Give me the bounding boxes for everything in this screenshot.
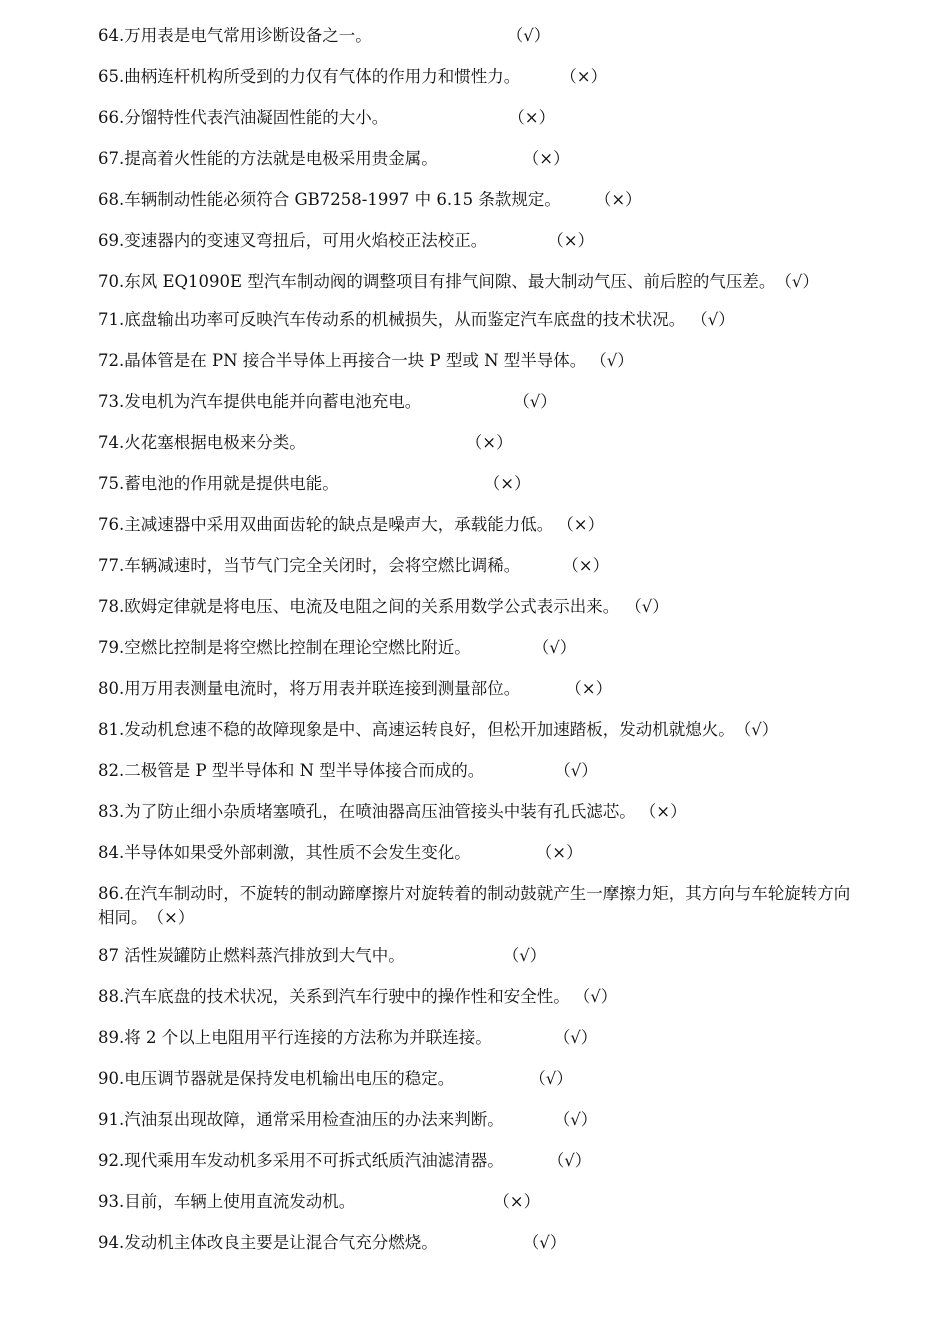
answer-mark: （×） bbox=[522, 149, 570, 168]
question-item bbox=[98, 1108, 858, 1132]
question-text: 92.现代乘用车发动机多采用不可拆式纸质汽油滤清器。 bbox=[98, 1151, 504, 1170]
question-text: 86.在汽车制动时，不旋转的制动蹄摩擦片对旋转着的制动鼓就产生一摩擦力矩，其方向与车轮旋转方向相同。 bbox=[98, 884, 851, 927]
question-text: 89.将 2 个以上电阻用平行连接的方法称为并联连接。 bbox=[98, 1028, 492, 1047]
question-item bbox=[98, 636, 858, 660]
answer-mark: （√） bbox=[502, 946, 547, 965]
answer-mark: （×） bbox=[560, 67, 608, 86]
question-item bbox=[98, 841, 858, 865]
question-text: 91.汽油泵出现故障，通常采用检查油压的办法来判断。 bbox=[98, 1110, 504, 1129]
question-text: 68.车辆制动性能必须符合 GB7258-1997 中 6.15 条款规定。 bbox=[98, 190, 561, 209]
question-item bbox=[98, 944, 858, 968]
question-item bbox=[98, 24, 858, 48]
question-text: 64.万用表是电气常用诊断设备之一。 bbox=[98, 26, 372, 45]
question-item bbox=[98, 106, 858, 130]
question-item bbox=[98, 308, 858, 332]
question-item bbox=[98, 513, 858, 537]
question-item bbox=[98, 1149, 858, 1173]
question-item bbox=[98, 718, 858, 742]
answer-mark: （×） bbox=[508, 108, 556, 127]
question-item bbox=[98, 349, 858, 373]
question-text: 69.变速器内的变速叉弯扭后，可用火焰校正法校正。 bbox=[98, 231, 488, 250]
answer-mark: （√） bbox=[590, 351, 634, 370]
question-item bbox=[98, 554, 858, 578]
answer-mark: （×） bbox=[557, 515, 605, 534]
answer-mark: （×） bbox=[147, 908, 195, 927]
question-text: 76.主减速器中采用双曲面齿轮的缺点是噪声大，承载能力低。 bbox=[98, 515, 554, 534]
answer-mark: （√） bbox=[691, 310, 735, 329]
answer-mark: （√） bbox=[554, 761, 598, 780]
question-item bbox=[98, 985, 858, 1009]
answer-mark: （×） bbox=[465, 433, 513, 452]
answer-mark: （×） bbox=[639, 802, 687, 821]
question-text: 84.半导体如果受外部刺激，其性质不会发生变化。 bbox=[98, 843, 471, 862]
answer-mark: （×） bbox=[535, 843, 583, 862]
question-text: 88.汽车底盘的技术状况，关系到汽车行驶中的操作性和安全性。 bbox=[98, 987, 570, 1006]
question-item bbox=[98, 595, 858, 619]
answer-mark: （×） bbox=[547, 231, 595, 250]
question-text: 71.底盘输出功率可反映汽车传动系的机械损失，从而鉴定汽车底盘的技术状况。 bbox=[98, 310, 686, 329]
question-item bbox=[98, 1067, 858, 1091]
answer-mark: （×） bbox=[483, 474, 531, 493]
question-item bbox=[98, 472, 858, 496]
question-text: 78.欧姆定律就是将电压、电流及电阻之间的关系用数学公式表示出来。 bbox=[98, 597, 620, 616]
question-item bbox=[98, 188, 858, 212]
answer-mark: （×） bbox=[562, 556, 610, 575]
answer-mark: （√） bbox=[625, 597, 669, 616]
answer-mark: （√） bbox=[775, 272, 819, 291]
question-text: 87 活性炭罐防止燃料蒸汽排放到大气中。 bbox=[98, 946, 405, 965]
question-text: 77.车辆减速时，当节气门完全关闭时，会将空燃比调稀。 bbox=[98, 556, 521, 575]
question-item bbox=[98, 800, 858, 824]
question-text: 65.曲柄连杆机构所受到的力仅有气体的作用力和惯性力。 bbox=[98, 67, 521, 86]
answer-mark: （√） bbox=[573, 987, 618, 1006]
question-text: 66.分馏特性代表汽油凝固性能的大小。 bbox=[98, 108, 389, 127]
question-item bbox=[98, 147, 858, 171]
answer-mark: （√） bbox=[553, 1110, 598, 1129]
answer-mark: （√） bbox=[522, 1233, 567, 1252]
question-item bbox=[98, 270, 858, 294]
question-item bbox=[98, 229, 858, 253]
question-item bbox=[98, 1190, 858, 1214]
answer-mark: （√） bbox=[553, 1028, 598, 1047]
question-item bbox=[98, 759, 858, 783]
true-false-question-list bbox=[98, 24, 858, 1272]
answer-mark: （√） bbox=[734, 720, 779, 739]
question-text: 74.火花塞根据电极来分类。 bbox=[98, 433, 306, 452]
question-text: 90.电压调节器就是保持发电机输出电压的稳定。 bbox=[98, 1069, 455, 1088]
question-text: 72.晶体管是在 PN 接合半导体上再接合一块 P 型或 N 型半导体。 bbox=[98, 351, 587, 370]
question-text: 70.东风 EQ1090E 型汽车制动阀的调整项目有排气间隙、最大制动气压、前后腔的气压差。 bbox=[98, 272, 776, 291]
question-item bbox=[98, 65, 858, 89]
question-item bbox=[98, 431, 858, 455]
question-text: 94.发动机主体改良主要是让混合气充分燃烧。 bbox=[98, 1233, 438, 1252]
answer-mark: （×） bbox=[565, 679, 613, 698]
question-text: 67.提高着火性能的方法就是电极采用贵金属。 bbox=[98, 149, 438, 168]
question-text: 93.目前，车辆上使用直流发动机。 bbox=[98, 1192, 356, 1211]
question-text: 79.空燃比控制是将空燃比控制在理论空燃比附近。 bbox=[98, 638, 471, 657]
answer-mark: （×） bbox=[493, 1192, 541, 1211]
question-text: 80.用万用表测量电流时，将万用表并联连接到测量部位。 bbox=[98, 679, 521, 698]
question-item bbox=[98, 1231, 858, 1255]
answer-mark: （√） bbox=[532, 638, 577, 657]
question-text: 82.二极管是 P 型半导体和 N 型半导体接合而成的。 bbox=[98, 761, 485, 780]
question-text: 75.蓄电池的作用就是提供电能。 bbox=[98, 474, 339, 493]
question-item bbox=[98, 1026, 858, 1050]
question-item bbox=[98, 882, 858, 930]
question-item bbox=[98, 677, 858, 701]
question-text: 83.为了防止细小杂质堵塞喷孔，在喷油器高压油管接头中装有孔氏滤芯。 bbox=[98, 802, 636, 821]
question-text: 81.发动机怠速不稳的故障现象是中、高速运转良好，但松开加速踏板，发动机就熄火。 bbox=[98, 720, 735, 739]
question-text: 73.发电机为汽车提供电能并向蓄电池充电。 bbox=[98, 392, 422, 411]
answer-mark: （√） bbox=[513, 392, 557, 411]
answer-mark: （√） bbox=[547, 1151, 592, 1170]
answer-mark: （√） bbox=[529, 1069, 573, 1088]
answer-mark: （√） bbox=[506, 26, 551, 45]
question-item bbox=[98, 390, 858, 414]
answer-mark: （×） bbox=[594, 190, 642, 209]
